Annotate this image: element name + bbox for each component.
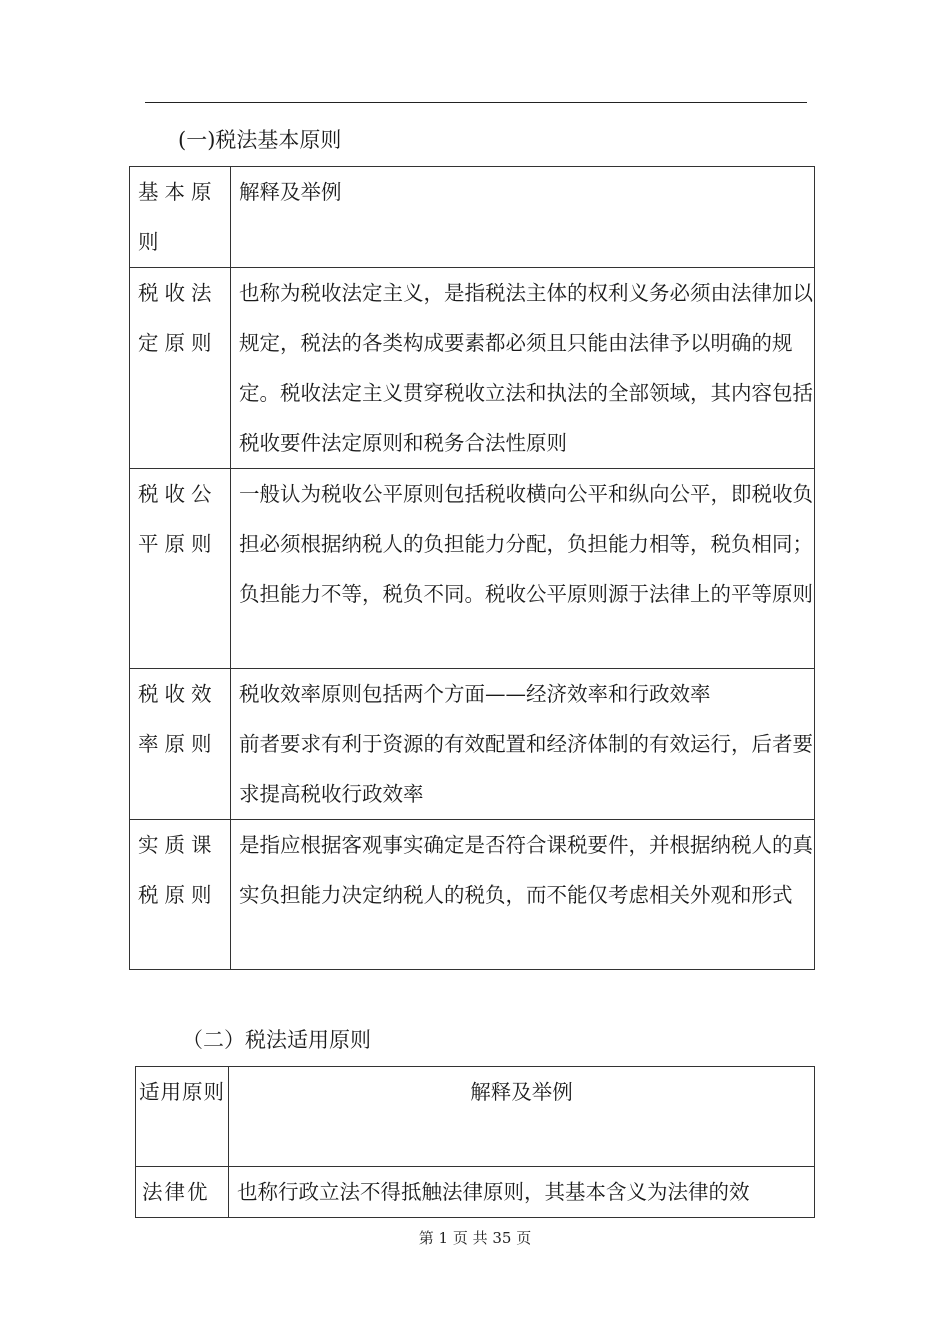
header-desc-cell: 解释及举例 bbox=[229, 1067, 815, 1167]
header-key-cell: 适用原则 bbox=[136, 1067, 229, 1167]
table-header-row bbox=[136, 1067, 815, 1167]
principle-desc: 一般认为税收公平原则包括税收横向公平和纵向公平，即税收负担必须根据纳税人的负担能力分配，负担能力相等，税负相同；负担能力不等，税负不同。税收公平原则源于法律上的平等原则 bbox=[231, 469, 815, 669]
principle-name: 税收法定原则 bbox=[130, 268, 231, 469]
section-heading-basic-principles: (一)税法基本原则 bbox=[178, 128, 342, 152]
application-principles-table bbox=[135, 1066, 815, 1218]
page-footer: 第 1 页 共 35 页 bbox=[418, 1229, 532, 1247]
header-key-cell: 基本原则 bbox=[130, 167, 231, 268]
principle-desc bbox=[231, 669, 815, 820]
principle-name: 法律优 bbox=[136, 1167, 229, 1218]
table-row bbox=[130, 268, 815, 469]
table-row bbox=[130, 469, 815, 669]
principle-desc: 是指应根据客观事实确定是否符合课税要件，并根据纳税人的真实负担能力决定纳税人的税负，而不能仅考虑相关外观和形式 bbox=[231, 820, 815, 970]
table-row bbox=[136, 1167, 815, 1218]
header-rule bbox=[145, 102, 807, 103]
principle-name: 税收效率原则 bbox=[130, 669, 231, 820]
principle-desc-line: 税收效率原则包括两个方面——经济效率和行政效率 bbox=[239, 682, 711, 706]
table-row bbox=[130, 820, 815, 970]
table-header-row bbox=[130, 167, 815, 268]
header-desc-cell: 解释及举例 bbox=[231, 167, 815, 268]
section-heading-application-principles: （二）税法适用原则 bbox=[182, 1028, 371, 1052]
principle-name: 税收公平原则 bbox=[130, 469, 231, 669]
principle-desc-line: 前者要求有利于资源的有效配置和经济体制的有效运行，后者要求提高税收行政效率 bbox=[239, 732, 813, 806]
basic-principles-table bbox=[129, 166, 815, 970]
principle-desc: 也称行政立法不得抵触法律原则，其基本含义为法律的效 bbox=[229, 1167, 815, 1218]
principle-name: 实质课税原则 bbox=[130, 820, 231, 970]
table-row bbox=[130, 669, 815, 820]
principle-desc: 也称为税收法定主义，是指税法主体的权利义务必须由法律加以规定，税法的各类构成要素都必须且只能由法律予以明确的规定。税收法定主义贯穿税收立法和执法的全部领域，其内容包括税收要件法定原则和税务合法性原则 bbox=[231, 268, 815, 469]
